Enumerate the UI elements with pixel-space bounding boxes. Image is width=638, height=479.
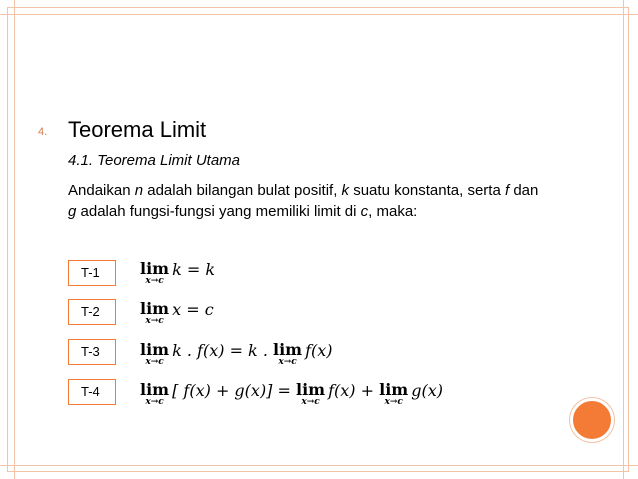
formula-text: x = c [172, 300, 214, 319]
var-n: n [134, 182, 144, 199]
lim-subscript: x→c [145, 357, 164, 367]
lim-subscript: x→c [145, 316, 164, 326]
formula-text: g(x) [411, 381, 443, 400]
lim-word: lim [140, 380, 170, 399]
slide-title: Teorema Limit [68, 117, 207, 142]
theorem-label-t3: T-3 [68, 339, 116, 365]
var-g: g [68, 203, 77, 220]
lim-subscript: x→c [145, 276, 164, 286]
limit-operator [140, 300, 169, 326]
lim-word: lim [296, 380, 326, 399]
lim-subscript: x→c [384, 397, 403, 407]
text-run: adalah bilangan bulat positif, [143, 182, 342, 199]
limit-operator [273, 341, 302, 367]
lim-word: lim [140, 259, 170, 278]
formula-t3 [140, 341, 333, 367]
formula-text: k = k [172, 260, 216, 279]
lim-word: lim [140, 340, 170, 359]
lim-subscript: x→c [278, 357, 297, 367]
limit-operator [140, 260, 169, 286]
lim-word: lim [379, 380, 409, 399]
var-k: k [341, 182, 350, 199]
slide-subtitle: 4.1. Teorema Limit Utama [68, 152, 241, 169]
accent-circle [570, 398, 614, 442]
intro-paragraph [68, 180, 548, 222]
formula-text: f(x) + [328, 381, 380, 400]
limit-operator [296, 381, 325, 407]
formula-text: k . f(x) = k . [172, 341, 274, 360]
text-run: , maka: [368, 203, 418, 220]
var-c: c [360, 203, 369, 220]
lim-subscript: x→c [145, 397, 164, 407]
lim-subscript: x→c [301, 397, 320, 407]
formula-text: f(x) [305, 341, 333, 360]
formula-text: [ f(x) + g(x)] = [172, 381, 296, 400]
theorem-label-t2: T-2 [68, 299, 116, 325]
theorem-label-t1: T-1 [68, 260, 116, 286]
formula-t2 [140, 300, 214, 326]
text-run: Andaikan [68, 182, 135, 199]
lim-word: lim [140, 299, 170, 318]
lim-word: lim [273, 340, 303, 359]
limit-operator [140, 341, 169, 367]
formula-t4 [140, 381, 443, 407]
theorem-label-t4: T-4 [68, 379, 116, 405]
var-f: f [504, 182, 510, 199]
section-number: 4. [38, 126, 48, 138]
text-run: dan [509, 182, 539, 199]
limit-operator [379, 381, 408, 407]
formula-t1 [140, 260, 215, 286]
limit-operator [140, 381, 169, 407]
text-run: adalah fungsi-fungsi yang memiliki limit di [76, 203, 361, 220]
text-run: suatu konstanta, serta [349, 182, 505, 199]
